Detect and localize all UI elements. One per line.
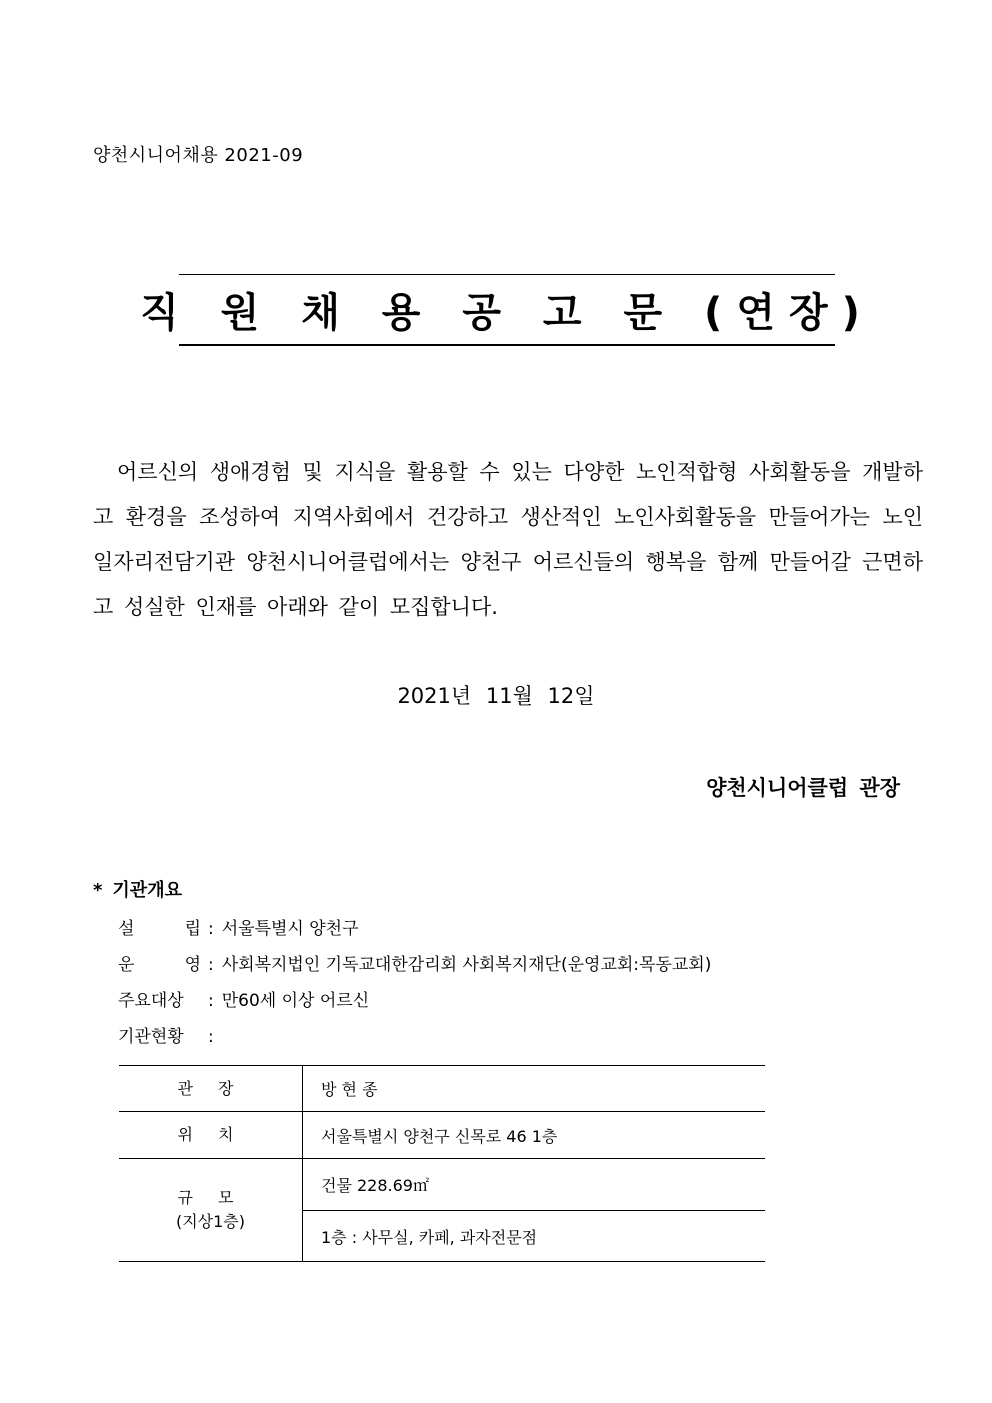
info-colon: : <box>208 955 214 975</box>
info-colon: : <box>208 919 214 939</box>
info-label <box>118 951 201 987</box>
table-key-director: 관 장 <box>119 1066 303 1112</box>
table-value-director: 방 현 종 <box>303 1066 766 1112</box>
info-list <box>118 915 711 1059</box>
table-key-scale-sub: (지상1층) <box>175 1212 246 1231</box>
info-value: 서울특별시 양천구 <box>221 919 359 939</box>
info-label: 기관현황 <box>118 1027 184 1047</box>
info-label <box>118 915 201 951</box>
info-colon: : <box>208 1027 214 1047</box>
info-label-char: 운 <box>118 955 135 975</box>
page-title: 직 원 채 용 공 고 문 (연장) <box>140 290 874 336</box>
info-label-char: 립 <box>184 919 201 939</box>
table-key-location: 위 치 <box>119 1112 303 1159</box>
announcement-date: 2021년 11월 12일 <box>397 684 595 708</box>
section-heading <box>93 876 182 902</box>
info-label-char: 영 <box>184 955 201 975</box>
info-row-status <box>118 1023 711 1059</box>
org-status-table <box>119 1065 765 1262</box>
bullet-icon: * <box>93 880 103 901</box>
table-row <box>119 1112 765 1159</box>
info-row-operation <box>118 951 711 987</box>
info-row-target <box>118 987 711 1023</box>
document-number: 양천시니어채용 2021-09 <box>93 145 304 166</box>
section-heading-text: 기관개요 <box>112 880 182 901</box>
table-row <box>119 1066 765 1112</box>
table-value-floor: 1층 : 사무실, 카페, 과자전문점 <box>303 1211 766 1262</box>
table-value-location: 서울특별시 양천구 신목로 46 1층 <box>303 1112 766 1159</box>
table-row <box>119 1159 765 1211</box>
info-label: 주요대상 <box>118 991 184 1011</box>
info-label-char: 설 <box>118 919 135 939</box>
table-key-scale <box>119 1159 303 1262</box>
info-row-established <box>118 915 711 951</box>
table-key-scale-label: 규 모 <box>177 1188 244 1207</box>
intro-paragraph: 어르신의 생애경험 및 지식을 활용할 수 있는 다양한 노인적합형 사회활동을 개발하고 환경을 조성하여 지역사회에서 건강하고 생산적인 노인사회활동을 만들어가는 노인일자리전담기관 양천시니어클럽에서는 양천구 어르신들의 행복을 함께 만들어갈 근면하고 성실한 인재를 아래와 같이 모집합니다. <box>93 460 923 619</box>
title-box <box>140 274 874 346</box>
signer: 양천시니어클럽 관장 <box>706 776 900 800</box>
info-value: 사회복지법인 기독교대한감리회 사회복지재단(운영교회:목동교회) <box>221 955 712 975</box>
info-colon: : <box>208 991 214 1011</box>
table-value-building: 건물 228.69㎡ <box>303 1159 766 1211</box>
info-value: 만60세 이상 어르신 <box>221 991 370 1011</box>
